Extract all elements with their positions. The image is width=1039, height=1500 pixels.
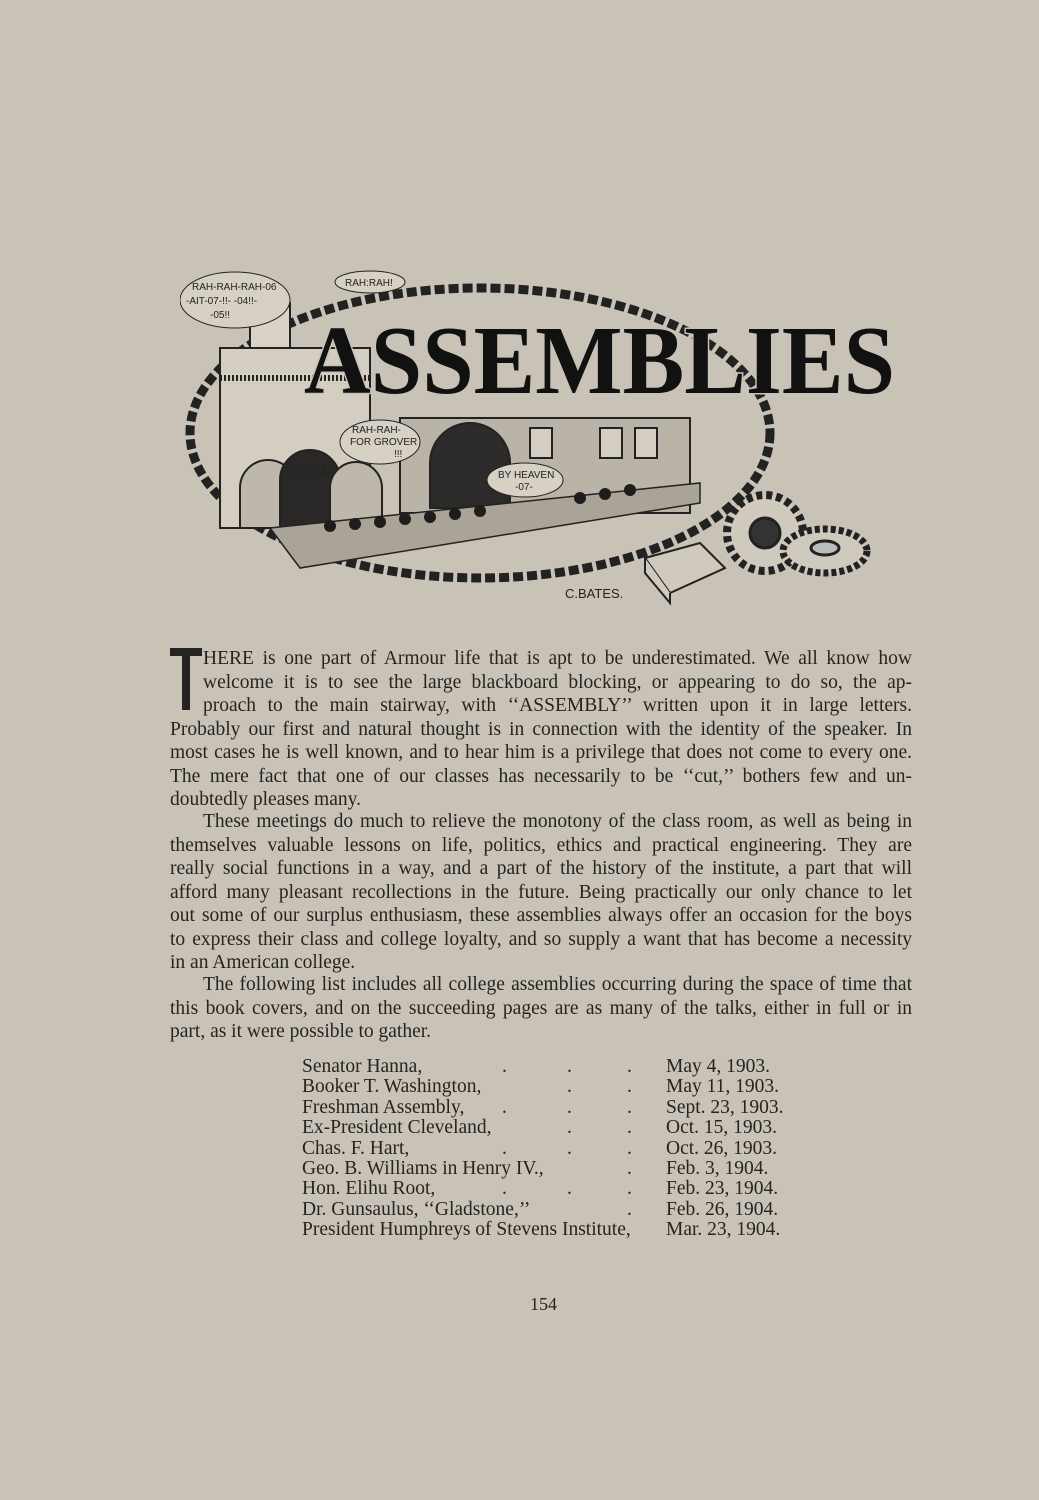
text-line: HERE is one part of Armour life that is apt to be underestimated. We all know how xyxy=(203,648,912,669)
chapel-arch-label: CHAPEL xyxy=(285,464,330,476)
text-line: Probably our first and natural thought is in connection with the identity of the speaker. In xyxy=(170,718,912,740)
leader-dot: . xyxy=(567,1096,572,1118)
assembly-speaker: Senator Hanna, xyxy=(302,1056,423,1077)
assembly-row xyxy=(302,1159,822,1179)
leader-dot: . xyxy=(567,1117,572,1139)
svg-text:RAH:RAH!: RAH:RAH! xyxy=(345,278,393,289)
leader-dot: . xyxy=(627,1157,632,1179)
svg-text:-AIT-07-!!- -04!!-: -AIT-07-!!- -04!!- xyxy=(186,296,258,307)
page-number: 154 xyxy=(530,1294,557,1314)
text-line: themselves valuable lessons on life, politics, ethics and practical engineering. They are xyxy=(170,834,912,856)
assembly-date: Feb. 23, 1904. xyxy=(666,1178,779,1200)
assembly-row xyxy=(302,1220,822,1240)
leader-dot: . xyxy=(567,1178,572,1200)
text-line: to express their class and college loyalty, and so supply a want that has become a necessity xyxy=(170,928,912,950)
text-line: welcome it is to see the large blackboard blocking, or appearing to do so, the ap- xyxy=(203,671,912,693)
paragraph-2 xyxy=(170,810,912,975)
text-line: The following list includes all college assemblies occurring during the space of time that xyxy=(203,974,912,995)
svg-text:RAH-RAH-: RAH-RAH- xyxy=(352,425,401,436)
assembly-speaker: Ex-President Cleveland, xyxy=(302,1117,492,1139)
assembly-speaker: Chas. F. Hart, xyxy=(302,1137,410,1159)
assembly-date: Oct. 15, 1903. xyxy=(666,1117,778,1139)
assembly-row xyxy=(302,1057,822,1077)
assembly-date: Sept. 23, 1903. xyxy=(666,1096,784,1118)
leader-dot: . xyxy=(502,1096,507,1118)
text-line: in an American college. xyxy=(170,952,356,973)
text-line: doubtedly pleases many. xyxy=(170,789,361,810)
leader-dot: . xyxy=(502,1056,507,1077)
assembly-speaker: President Humphreys of Stevens Institute, xyxy=(302,1219,631,1241)
leader-dot: . xyxy=(627,1137,632,1159)
leader-dot: . xyxy=(627,1117,632,1139)
svg-text:!!!: !!! xyxy=(394,449,403,460)
assembly-row xyxy=(302,1098,822,1118)
assembly-speaker: Dr. Gunsaulus, ‘‘Gladstone,’’ xyxy=(302,1198,531,1220)
svg-text:-07-: -07- xyxy=(515,482,533,493)
paragraph-3 xyxy=(170,973,912,1044)
assemblies-header-illustration xyxy=(180,268,900,608)
leader-dot: . xyxy=(502,1178,507,1200)
text-line: this book covers, and on the succeeding pages are as many of the talks, either in full or in xyxy=(170,997,912,1019)
text-line: really social functions in a way, and a part of the history of the institute, a part that will xyxy=(170,858,912,879)
speech-bubble-grover xyxy=(340,420,420,464)
assembly-row xyxy=(302,1179,822,1199)
text-line: most cases he is well known, and to hear him is a privilege that does not come to every one. xyxy=(170,742,912,763)
text-line: The mere fact that one of our classes has necessarily to be ‘‘cut,’’ bothers few and un- xyxy=(170,765,912,787)
assembly-date: Oct. 26, 1903. xyxy=(666,1137,778,1159)
leader-dot: . xyxy=(567,1137,572,1159)
speech-bubble-by-heaven xyxy=(487,463,563,497)
assembly-date: Feb. 3, 1904. xyxy=(666,1157,769,1179)
assembly-speaker: Freshman Assembly, xyxy=(302,1096,465,1118)
leader-dot: . xyxy=(627,1198,632,1220)
svg-text:RAH-RAH-RAH-06: RAH-RAH-RAH-06 xyxy=(192,282,277,293)
gear-icon xyxy=(727,495,867,573)
assemblies-list xyxy=(302,1057,822,1241)
illustration-title: ASSEMBLIES xyxy=(304,307,895,415)
svg-text:BY HEAVEN: BY HEAVEN xyxy=(498,470,555,481)
assembly-speaker: Hon. Elihu Root, xyxy=(302,1178,436,1200)
assembly-speaker: Booker T. Washington, xyxy=(302,1076,482,1098)
text-line: afford many pleasant recollections in the future. Being practically our only chance to let xyxy=(170,881,912,903)
leader-dot: . xyxy=(567,1056,572,1077)
leader-dot: . xyxy=(567,1076,572,1098)
assembly-row xyxy=(302,1118,822,1138)
assembly-date: Mar. 23, 1904. xyxy=(666,1219,781,1241)
svg-text:-05!!: -05!! xyxy=(210,310,231,321)
artist-signature: C.BATES. xyxy=(565,586,624,601)
text-line: out some of our surplus enthusiasm, these assemblies always offer an occasion for the boys xyxy=(170,905,912,926)
assembly-row xyxy=(302,1139,822,1159)
speech-bubble-rah-rah xyxy=(335,271,405,293)
leader-dot: . xyxy=(502,1137,507,1159)
text-line: These meetings do much to relieve the monotony of the class room, as well as being in xyxy=(203,811,912,832)
leader-dot: . xyxy=(627,1076,632,1098)
svg-text:FOR GROVER: FOR GROVER xyxy=(350,437,418,448)
assembly-date: May 11, 1903. xyxy=(666,1076,780,1098)
paragraph-1 xyxy=(170,647,912,812)
speech-bubble-class-cheers xyxy=(180,272,290,328)
assembly-date: May 4, 1903. xyxy=(666,1056,770,1077)
leader-dot: . xyxy=(627,1056,632,1077)
assembly-date: Feb. 26, 1904. xyxy=(666,1198,779,1220)
text-line: part, as it were possible to gather. xyxy=(170,1021,432,1042)
leader-dot: . xyxy=(627,1096,632,1118)
assembly-speaker: Geo. B. Williams in Henry IV., xyxy=(302,1157,544,1179)
text-line: proach to the main stairway, with ‘‘ASSEMBLY’’ written upon it in large letters. xyxy=(203,695,912,716)
assembly-row xyxy=(302,1077,822,1097)
leader-dot: . xyxy=(627,1178,632,1200)
assembly-row xyxy=(302,1200,822,1220)
